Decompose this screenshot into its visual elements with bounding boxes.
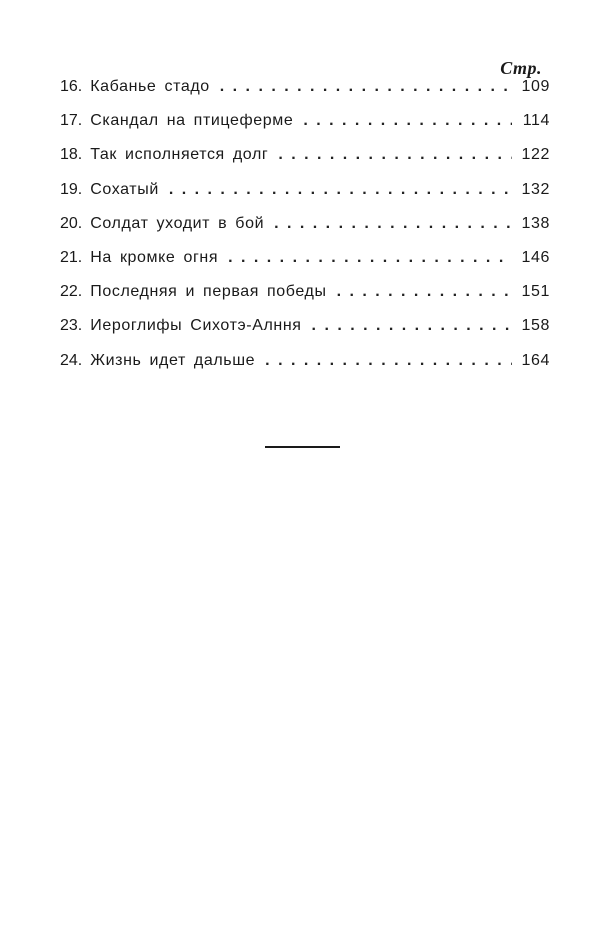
toc-entry-page: 146 bbox=[521, 248, 550, 266]
toc-entry bbox=[60, 112, 550, 146]
dot-leader bbox=[312, 317, 512, 335]
toc-entry-number: 19. bbox=[60, 180, 83, 198]
toc-entry-page: 138 bbox=[521, 214, 550, 232]
toc-entry-title: Скандал на птицеферме bbox=[90, 112, 294, 130]
toc-entry-number: 21. bbox=[60, 248, 83, 266]
table-of-contents bbox=[60, 78, 550, 386]
dot-leader bbox=[228, 249, 512, 267]
toc-entry-page: 151 bbox=[521, 283, 550, 301]
page-column-label: Стр. bbox=[500, 58, 542, 78]
dot-leader bbox=[278, 146, 512, 164]
toc-entry-number: 22. bbox=[60, 283, 83, 301]
dot-leader bbox=[303, 112, 512, 130]
toc-entry-title: Иероглифы Сихотэ-Алння bbox=[90, 317, 302, 335]
dot-leader bbox=[220, 78, 512, 96]
toc-entry-number: 23. bbox=[60, 317, 83, 335]
toc-entry-title: Жизнь идет дальше bbox=[90, 351, 256, 369]
toc-entry bbox=[60, 283, 550, 317]
end-divider bbox=[265, 446, 340, 448]
toc-entry bbox=[60, 249, 550, 283]
toc-entry bbox=[60, 146, 550, 180]
toc-entry-page: 132 bbox=[521, 180, 550, 198]
toc-entry bbox=[60, 181, 550, 215]
toc-entry-title: Кабанье стадо bbox=[90, 78, 210, 95]
dot-leader bbox=[274, 215, 512, 233]
dot-leader bbox=[337, 283, 512, 301]
toc-entry-title: Солдат уходит в бой bbox=[90, 214, 265, 232]
toc-entry bbox=[60, 317, 550, 351]
dot-leader bbox=[265, 352, 512, 370]
toc-entry bbox=[60, 78, 550, 112]
toc-entry-page: 122 bbox=[521, 146, 550, 164]
toc-entry-number: 17. bbox=[60, 112, 83, 130]
toc-entry-number: 16. bbox=[60, 78, 83, 95]
dot-leader bbox=[169, 181, 512, 199]
toc-entry-number: 24. bbox=[60, 351, 83, 369]
toc-entry-page: 158 bbox=[521, 317, 550, 335]
toc-entry-number: 20. bbox=[60, 214, 83, 232]
toc-entry-page: 109 bbox=[521, 78, 550, 95]
toc-entry-title: Последняя и первая победы bbox=[90, 283, 327, 301]
toc-entry-page: 114 bbox=[522, 112, 550, 130]
toc-entry-number: 18. bbox=[60, 146, 83, 164]
toc-entry bbox=[60, 352, 550, 386]
toc-entry bbox=[60, 215, 550, 249]
toc-entry-title: Так исполняется долг bbox=[90, 146, 269, 164]
toc-entry-page: 164 bbox=[521, 351, 550, 369]
toc-entry-title: На кромке огня bbox=[90, 248, 219, 266]
toc-entry-title: Сохатый bbox=[90, 180, 159, 198]
